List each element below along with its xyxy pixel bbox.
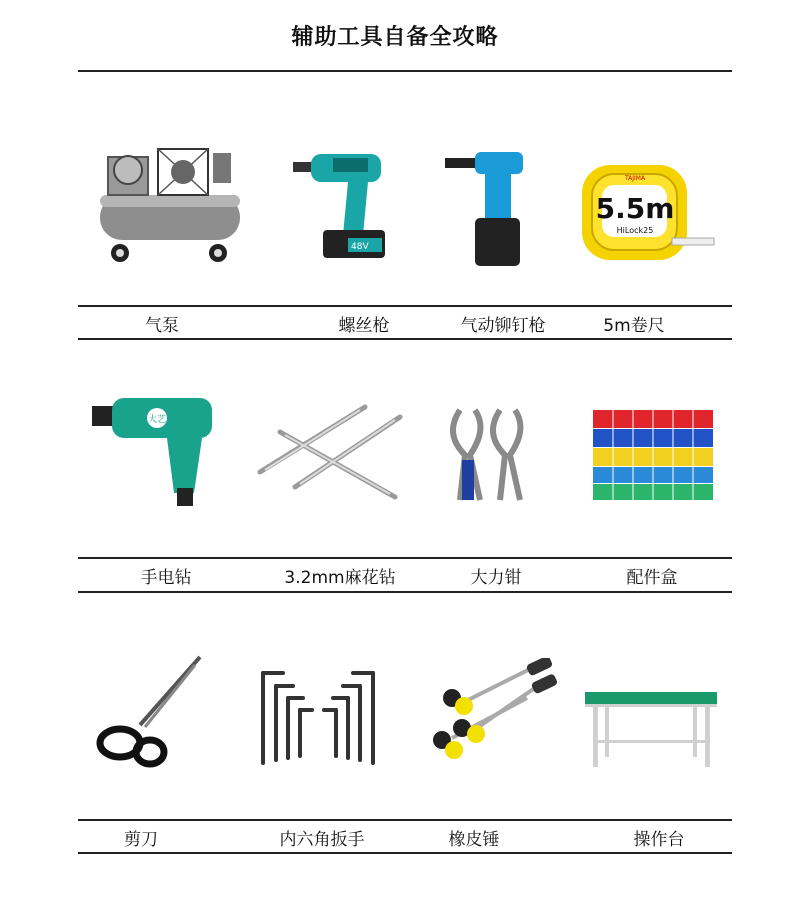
top-divider	[78, 70, 732, 72]
label-rivet-gun: 气动铆钉枪	[460, 316, 546, 336]
hand-drill-brand: 大艺	[147, 415, 167, 425]
locking-pliers-image	[440, 405, 535, 505]
row3-labels	[78, 820, 732, 852]
label-drill-bit: 3.2mm麻花钻	[284, 568, 396, 588]
twist-drill-bits-image	[255, 402, 403, 502]
label-locking-pliers: 大力钳	[470, 568, 522, 588]
hex-key-set-image	[258, 668, 378, 770]
label-tape-measure: 5m卷尺	[603, 316, 665, 336]
label-scissors: 剪刀	[124, 830, 158, 850]
label-rubber-mallet: 橡皮锤	[448, 830, 500, 850]
label-hex-key: 内六角扳手	[279, 830, 365, 850]
hand-drill-image	[92, 398, 212, 508]
parts-box-image	[593, 410, 715, 502]
row1-bottom-rule	[78, 338, 732, 340]
label-workbench: 操作台	[633, 830, 685, 850]
label-hand-drill: 手电钻	[140, 568, 192, 588]
rubber-mallet-image	[432, 658, 557, 768]
row1-labels	[78, 306, 732, 338]
row3-bottom-rule	[78, 852, 732, 854]
battery-label: 48V	[351, 242, 369, 252]
screw-gun-image	[293, 150, 393, 265]
page-title: 辅助工具自备全攻略	[291, 25, 499, 50]
workbench-image	[585, 690, 720, 770]
scissors-image	[95, 655, 205, 770]
row2-bottom-rule	[78, 591, 732, 593]
tape-measure-image	[562, 160, 717, 270]
label-parts-box: 配件盒	[626, 568, 678, 588]
label-air-pump: 气泵	[145, 316, 179, 336]
label-screw-gun: 螺丝枪	[338, 316, 390, 336]
tape-brand-text: TAJIMA	[624, 175, 646, 182]
pneumatic-riveter-image	[445, 150, 525, 270]
row2-labels	[78, 558, 732, 590]
air-compressor-image	[88, 135, 248, 265]
tape-size-text: 5.5m	[595, 192, 675, 225]
tape-model-text: HiLock25	[616, 226, 654, 235]
